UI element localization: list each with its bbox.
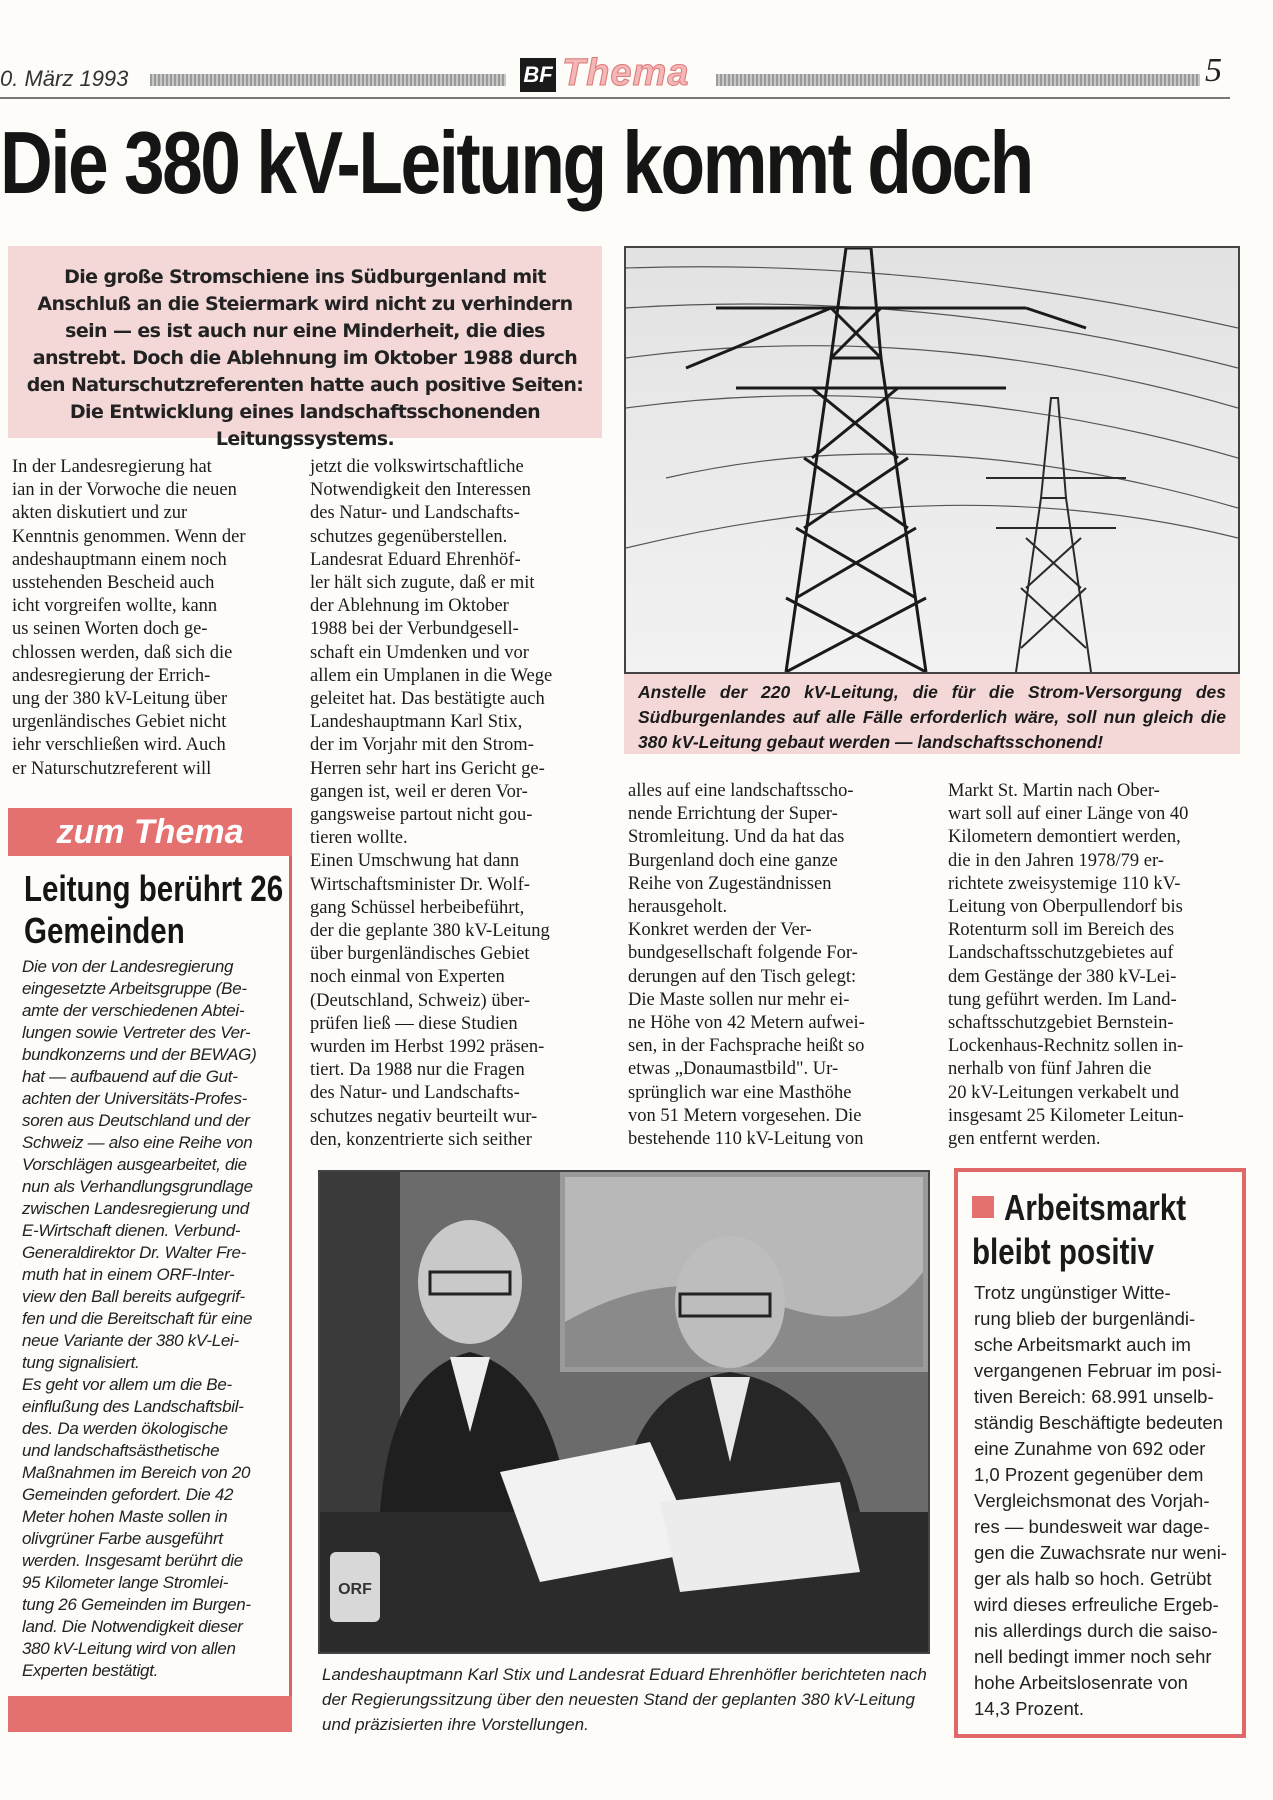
header-rule-left (150, 74, 506, 86)
sidebar-label: zum Thema (8, 808, 292, 856)
officials-photo (318, 1170, 930, 1654)
sidebar-footer-bar (8, 1696, 292, 1732)
pylon-illustration (626, 248, 1238, 672)
officials-illustration (320, 1172, 928, 1652)
officials-photo-caption: Landeshauptmann Karl Stix und Landesrat Eduard Ehrenhöfler berichteten nach der Regierungssitzung über den neuesten Stand der geplanten 380 kV-Leitung und präzisierten ihre Vorstellungen. (322, 1665, 927, 1734)
bf-logo: BF (520, 58, 556, 92)
headline: Die 380 kV-Leitung kommt doch (0, 113, 1032, 212)
microphone-label: ORF (338, 1581, 372, 1598)
pylon-photo-caption: Anstelle der 220 kV-Leitung, die für die Strom-Versorgung des Südburgenlandes auf alle Fälle erforderlich wäre, soll nun gleich die 380 kV-Leitung gebaut werden — landschaftsschonend! (624, 674, 1240, 754)
header-rule-right (716, 74, 1200, 86)
labor-market-headline-1: Arbeitsmarkt (1004, 1187, 1187, 1228)
intro-text: Die große Stromschiene ins Südburgenland mit Anschluß an die Steiermark wird nicht zu verhindern sein — es ist auch nur eine Minderheit, die dies anstrebt. Doch die Ablehnung im Oktober 1988 durch den Naturschutzreferenten hatte auch positive Seiten: Die Entwicklung eines landschaftsschonenden Leitungssystems. (8, 246, 602, 438)
article-column-1: In der Landesregierung hat ian in der Vorwoche die neuen akten diskutiert und zur Kenntnis genommen. Wenn der andeshauptmann einem noch usstehenden Bescheid auch icht vorgreifen wollte, kann us seinen Worten doch ge- chlossen werden, daß sich die andesregierung der Errich- ung der 380 kV-Leitung über urgenländisches Gebiet nicht iehr verschließen wird. Auch er Naturschutzreferent will (12, 457, 246, 779)
header-divider (0, 97, 1230, 99)
labor-market-body: Trotz ungünstiger Witte- rung blieb der burgenländi- sche Arbeitsmarkt auch im vergangenen Februar im posi- tiven Bereich: 68.991 unselb- ständig Beschäftigte bedeuten eine Zunahme von 692 oder 1,0 Prozent gegenüber dem Vergleichsmonat des Vorjah- res — bundesweit war dage- gen die Zuwachsrate nur weni- ger als halb so hoch. Getrübt wird dieses erfreuliche Ergeb- nis allerdings durch die saiso- nell bedingt immer noch sehr hohe Arbeitslosenrate von 14,3 Prozent. (974, 1282, 1227, 1719)
square-bullet-icon (972, 1196, 994, 1218)
sidebar-body: Die von der Landesregierung eingesetzte Arbeitsgruppe (Be- amte der verschiedenen Abtei- lungen sowie Vertreter des Ver- bundkonzerns und der BEWAG) hat — aufbauend auf die Gut- achten der Universitäts-Profes- soren aus Deutschland und der Schweiz — also eine Reihe von Vorschlägen ausgearbeitet, die nun als Verhandlungsgrundlage zwischen Landesregierung und E-Wirtschaft dienen. Verbund- Generaldirektor Dr. Walter Fre- muth hat in einem ORF-Inter- view den Ball bereits aufgegrif- fen und die Bereitschaft für eine neue Variante der 380 kV-Lei- tung signalisiert. Es geht vor allem um die Be- einflußung des Landschaftsbil- des. Da werden ökologische und landschaftsästhetische Maßnahmen im Bereich von 20 Gemeinden gefordert. Die 42 Meter hohen Maste sollen in olivgrüner Farbe ausgeführt werden. Insgesamt berührt die 95 Kilometer lange Stromlei- tung 26 Gemeinden im Burgen- land. Die Notwendigkeit dieser 380 kV-Leitung wird von allen Experten bestätigt. (22, 957, 257, 1680)
article-column-4: Markt St. Martin nach Ober- wart soll auf einer Länge von 40 Kilometern demontiert werden, die in den Jahren 1978/79 er- richtete zweisystemige 110 kV- Leitung von Oberpullendorf bis Rotenturm soll im Bereich des Landschaftsschutzgebietes auf dem Gestänge der 380 kV-Lei- tung geführt werden. Im Land- schaftsschutzgebiet Bernstein- Lockenhaus-Rechnitz sollen in- nerhalb von fünf Jahren die 20 kV-Leitungen verkabelt und insgesamt 25 Kilometer Leitun- gen entfernt werden. (948, 781, 1189, 1150)
page-number: 5 (1205, 52, 1222, 89)
pylon-photo (624, 246, 1240, 674)
sidebar-headline: Leitung berührt 26 Gemeinden (24, 868, 284, 951)
article-column-3: alles auf eine landschaftsscho- nende Errichtung der Super- Stromleitung. Und da hat das Burgenland doch eine ganze Reihe von Zugeständnissen herausgeholt. Konkret werden der Ver- bundgesellschaft folgende For- derungen auf den Tisch gelegt: Die Maste sollen nur mehr ei- ne Höhe von 42 Metern aufwei- sen, in der Fachsprache heißt so etwas „Donaumastbild". Ur- sprünglich war eine Masthöhe von 51 Metern vorgesehen. Die bestehende 110 kV-Leitung von (628, 781, 865, 1150)
section-title: Thema (562, 52, 690, 94)
issue-date: 0. März 1993 (0, 66, 129, 91)
article-column-2: jetzt die volkswirtschaftliche Notwendigkeit den Interessen des Natur- und Landschafts- schutzes gegenüberstellen. Landesrat Eduard Ehrenhöf- ler hält sich zugute, daß er mit der Ablehnung im Oktober 1988 bei der Verbundgesell- schaft ein Umdenken und vor allem ein Umplanen in die Wege geleitet hat. Das bestätigte auch Landeshauptmann Karl Stix, der im Vorjahr mit den Strom- Herren sehr hart ins Gericht ge- gangen ist, weil er deren Vor- gangsweise partout nicht gou- tieren wollte. Einen Umschwung hat dann Wirtschaftsminister Dr. Wolf- gang Schüssel herbeibeführt, der die geplante 380 kV-Leitung über burgenländisches Gebiet noch einmal von Experten (Deutschland, Schweiz) über- prüfen ließ — diese Studien wurden im Herbst 1992 präsen- tiert. Da 1988 nur die Fragen des Natur- und Landschafts- schutzes negativ beurteilt wur- den, konzentrierte sich seither (310, 457, 553, 1150)
labor-market-headline-2: bleibt positiv (972, 1231, 1155, 1272)
